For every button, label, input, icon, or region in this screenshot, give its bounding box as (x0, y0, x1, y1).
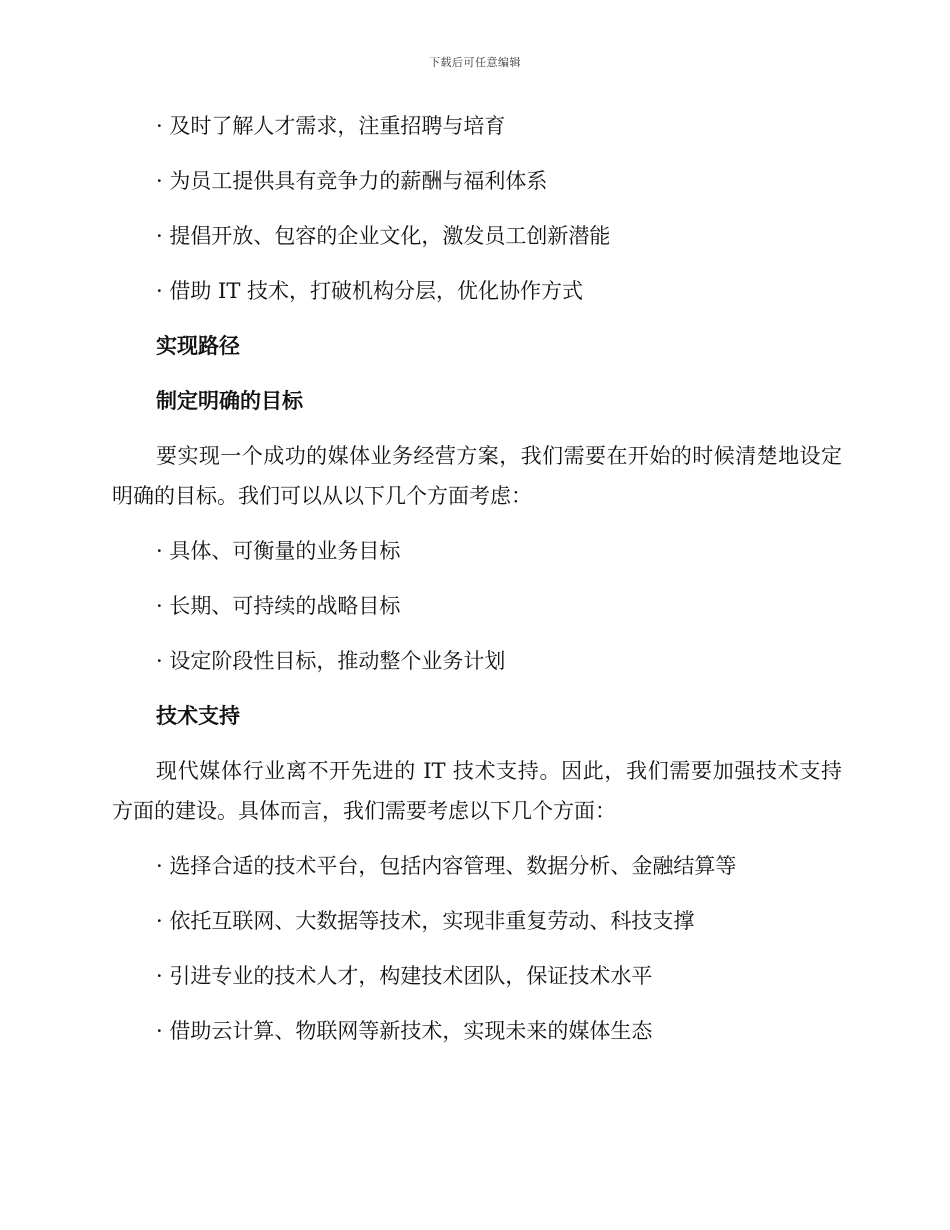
list-item: · 选择合适的技术平台，包括内容管理、数据分析、金融结算等 (156, 854, 737, 878)
document-body (112, 106, 842, 1066)
section-heading: 实现路径 (156, 333, 240, 358)
paragraph (112, 436, 842, 516)
paragraph (112, 751, 842, 831)
list-item: · 依托互联网、大数据等技术，实现非重复劳动、科技支撑 (156, 909, 695, 933)
list-item: · 具体、可衡量的业务目标 (156, 539, 401, 563)
list-item: · 及时了解人才需求，注重招聘与培育 (156, 114, 506, 138)
list-item: · 借助云计算、物联网等新技术，实现未来的媒体生态 (156, 1019, 653, 1043)
subsection-heading: 制定明确的目标 (156, 388, 303, 413)
list-item: · 引进专业的技术人才，构建技术团队，保证技术水平 (156, 964, 653, 988)
page-header-note: 下载后可任意编辑 (429, 56, 521, 69)
list-item: · 长期、可持续的战略目标 (156, 594, 401, 618)
list-item: · 设定阶段性目标，推动整个业务计划 (156, 649, 506, 673)
paragraph-line: 方面的建设。具体而言，我们需要考虑以下几个方面： (112, 799, 616, 823)
paragraph-line: 要实现一个成功的媒体业务经营方案，我们需要在开始的时候清楚地设 (156, 444, 821, 468)
list-item: · 借助 IT 技术，打破机构分层，优化协作方式 (156, 279, 584, 303)
list-item: · 为员工提供具有竞争力的薪酬与福利体系 (156, 169, 548, 193)
paragraph-line: 现代媒体行业离不开先进的 IT 技术支持。因此，我们需要加强技术支持 (156, 759, 842, 783)
paragraph-line: 定明确的目标。我们可以从以下几个方面考虑： (112, 444, 842, 508)
subsection-heading: 技术支持 (156, 703, 240, 728)
list-item: · 提倡开放、包容的企业文化，激发员工创新潜能 (156, 224, 611, 248)
